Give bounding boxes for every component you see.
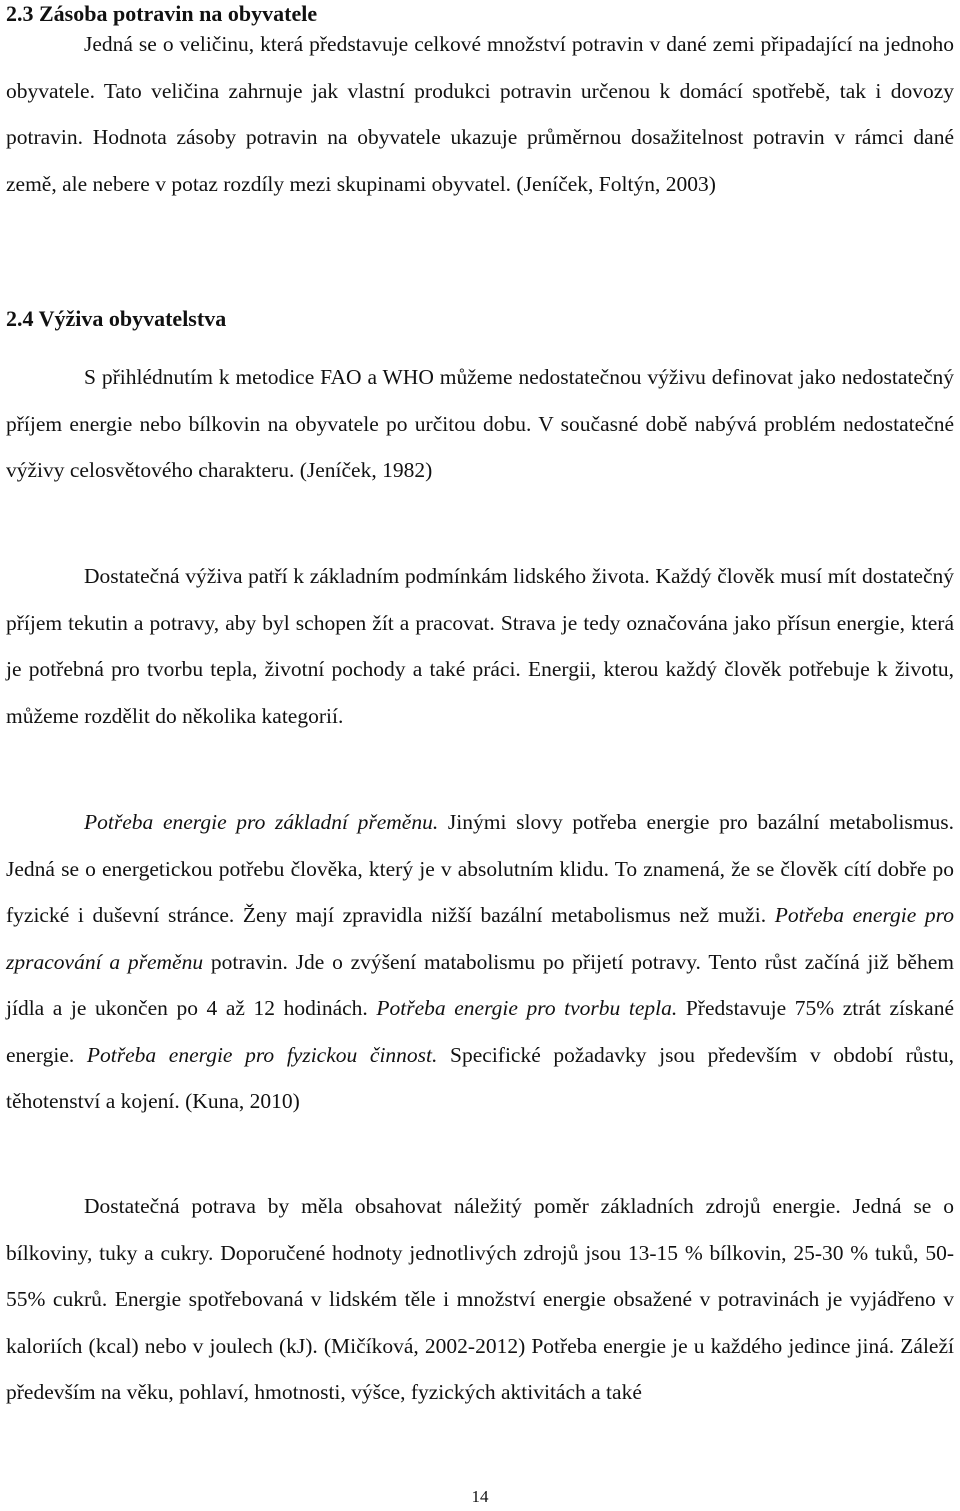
- text-physical-energy: Specifické požadavky jsou především v období růstu, těhotenství a kojení. (Kuna, 2010): [6, 1042, 954, 1113]
- paragraph-sufficient-nutrition: Dostatečná výživa patří k základním podmínkám lidského života. Každý člověk musí mít dostatečný příjem tekutin a potravy, aby byl schopen žít a pracovat. Strava je tedy označována jako přísun energie, která je potřebná pro tvorbu tepla, životní pochody a také práci. Energii, kterou každý člověk potřebuje k životu, můžeme rozdělit do několika kategorií.: [6, 564, 954, 728]
- term-physical-energy: Potřeba energie pro fyzickou činnost.: [86, 1042, 438, 1067]
- section-heading-2-4: 2.4 Výživa obyvatelstva: [6, 306, 227, 331]
- text-processing-energy: potravin. Jde o zvýšení matabolismu po přijetí potravy. Tento růst začíná již během jídla a je ukončen po 4 až 12 hodinách.: [6, 949, 954, 1020]
- term-heat-energy: Potřeba energie pro tvorbu tepla.: [376, 996, 678, 1020]
- paragraph-energy-needs: [6, 799, 954, 1125]
- paragraph-food-supply: Jedná se o veličinu, která představuje celkové množství potravin v dané zemi připadající na jednoho obyvatele. Tato veličina zahrnuje jak vlastní produkci potravin určenou k domácí spotřebě, tak i dovozy potravin. Hodnota zásoby potravin na obyvatele ukazuje průměrnou dosažitelnost potravin v rámci dané země, ale nebere v potaz rozdíly mezi skupinami obyvatel. (Jeníček, Foltýn, 2003): [6, 32, 954, 196]
- paragraph-energy-sources: Dostatečná potrava by měla obsahovat náležitý poměr základních zdrojů energie. Jedná se o bílkoviny, tuky a cukry. Doporučené hodnoty jednotlivých zdrojů jsou 13-15 % bílkovin, 25-30 % tuků, 50-55% cukrů. Energie spotřebovaná v lidském těle i množství energie obsažené v potravinách je vyjádřeno v kaloriích (kcal) nebo v joulech (kJ). (Mičíková, 2002-2012) Potřeba energie je u každého jedince jiná. Záleží především na věku, pohlaví, hmotnosti, výšce, fyzických aktivitách a také: [6, 1194, 954, 1404]
- text-basal-energy: Jinými slovy potřeba energie pro bazální metabolismus. Jedná se o energetickou potřebu člověka, který je v absolutním klidu. To znamená, že se člověk cítí dobře po fyzické i duševní stránce. Ženy mají zpravidla nižší bazální metabolismus než muži.: [6, 810, 955, 927]
- page-number: 14: [471, 1487, 489, 1506]
- section-heading-2-3: 2.3 Zásoba potravin na obyvatele: [6, 1, 318, 26]
- text-heat-energy: Představuje 75% ztrát získané energie.: [6, 996, 954, 1067]
- term-basal-energy: Potřeba energie pro základní přeměnu.: [84, 810, 439, 834]
- term-processing-energy: Potřeba energie pro zpracování a přeměnu: [6, 903, 954, 974]
- paragraph-malnutrition: S přihlédnutím k metodice FAO a WHO můžeme nedostatečnou výživu definovat jako nedostatečný příjem energie nebo bílkovin na obyvatele po určitou dobu. V současné době nabývá problém nedostatečné výživy celosvětového charakteru. (Jeníček, 1982): [6, 365, 954, 482]
